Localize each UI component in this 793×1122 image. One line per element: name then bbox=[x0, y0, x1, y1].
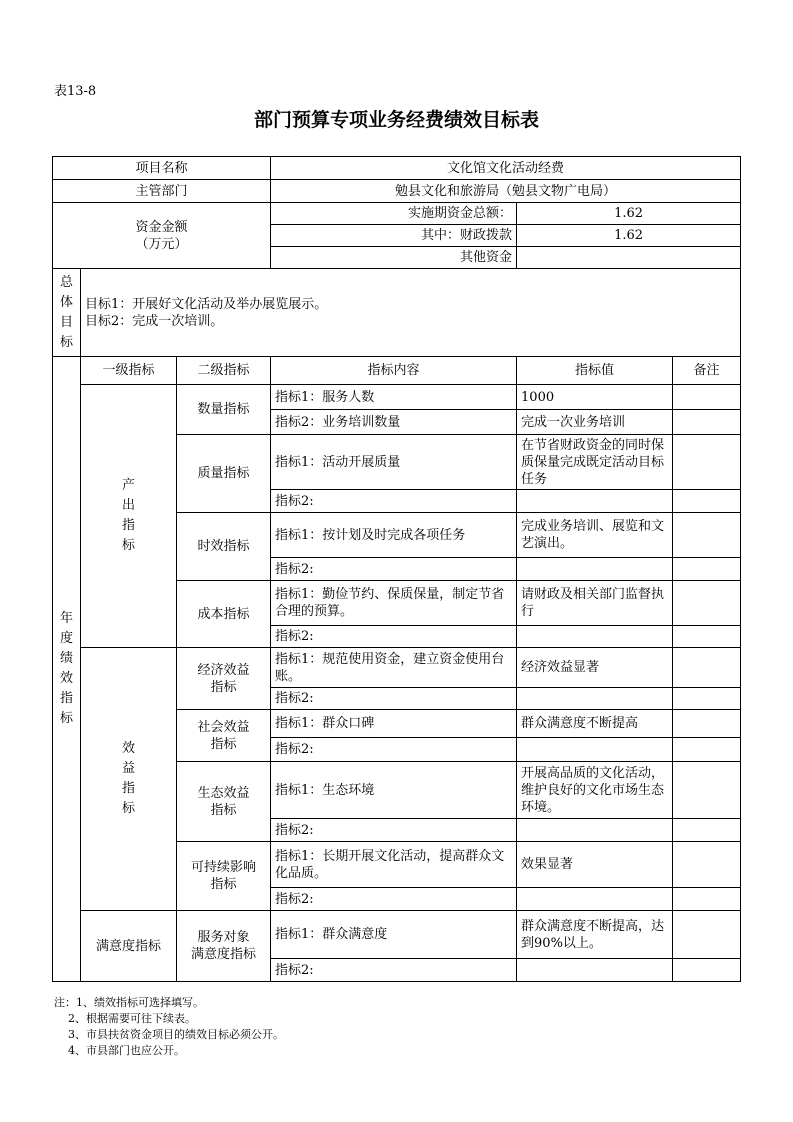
header-content: 指标内容 bbox=[271, 357, 517, 385]
indicator-remark bbox=[673, 648, 741, 688]
indicator-value: 完成业务培训、展览和文艺演出。 bbox=[517, 513, 673, 558]
department-row bbox=[53, 180, 741, 203]
indicator-remark bbox=[673, 819, 741, 842]
footnote: 3、市县扶贫资金项目的绩效目标必须公开。 bbox=[54, 1028, 284, 1041]
indicator-value bbox=[517, 959, 673, 982]
indicator-remark bbox=[673, 842, 741, 888]
project-name-value: 文化馆文化活动经费 bbox=[271, 157, 741, 180]
output-indicator-label: 产 出 指 标 bbox=[81, 385, 177, 648]
benefit-indicator-label: 效 益 指 标 bbox=[81, 648, 177, 911]
indicator-remark bbox=[673, 490, 741, 513]
indicator-value bbox=[517, 626, 673, 648]
funds-fiscal-label: 其中：财政拨款 bbox=[271, 225, 517, 247]
header-level1: 一级指标 bbox=[81, 357, 177, 385]
indicator-remark bbox=[673, 959, 741, 982]
indicator-remark bbox=[673, 911, 741, 959]
indicator-value: 效果显著 bbox=[517, 842, 673, 888]
indicator-value: 经济效益显著 bbox=[517, 648, 673, 688]
indicator-content: 指标2: bbox=[271, 819, 517, 842]
header-level2: 二级指标 bbox=[177, 357, 271, 385]
indicator-content: 指标1：群众满意度 bbox=[271, 911, 517, 959]
indicator-remark bbox=[673, 558, 741, 581]
ecological-indicator: 生态效益 指标 bbox=[177, 762, 271, 842]
indicator-content: 指标1：长期开展文化活动，提高群众文化品质。 bbox=[271, 842, 517, 888]
indicator-content: 指标1：群众口碑 bbox=[271, 710, 517, 738]
overall-goal-label: 总 体 目 标 bbox=[53, 269, 81, 357]
economic-indicator: 经济效益 指标 bbox=[177, 648, 271, 710]
indicator-remark bbox=[673, 738, 741, 762]
indicator-value bbox=[517, 490, 673, 513]
funds-label bbox=[53, 203, 271, 269]
funds-row bbox=[53, 203, 741, 225]
indicator-remark bbox=[673, 581, 741, 626]
funds-label-line1: 资金金额 bbox=[135, 219, 188, 235]
indicator-content: 指标1：勤俭节约、保质保量，制定节省合理的预算。 bbox=[271, 581, 517, 626]
goal-line: 目标1：开展好文化活动及举办展览展示。 bbox=[85, 296, 328, 312]
indicator-remark bbox=[673, 513, 741, 558]
annual-indicator-label: 年 度 绩 效 指 标 bbox=[53, 357, 81, 982]
indicator-header-row bbox=[53, 357, 741, 385]
indicator-content: 指标2：业务培训数量 bbox=[271, 410, 517, 435]
indicator-remark bbox=[673, 710, 741, 738]
goal-line: 目标2：完成一次培训。 bbox=[85, 313, 224, 329]
indicator-content: 指标1：生态环境 bbox=[271, 762, 517, 819]
table-number: 表13-8 bbox=[54, 84, 97, 99]
indicator-value: 开展高品质的文化活动，维护良好的文化市场生态环境。 bbox=[517, 762, 673, 819]
footnote: 2、根据需要可往下续表。 bbox=[54, 1012, 196, 1025]
sustainable-indicator: 可持续影响 指标 bbox=[177, 842, 271, 911]
service-satisfaction-indicator: 服务对象 满意度指标 bbox=[177, 911, 271, 982]
overall-goal-row bbox=[53, 269, 741, 357]
timeliness-indicator: 时效指标 bbox=[177, 513, 271, 581]
indicator-remark bbox=[673, 385, 741, 410]
indicator-value: 完成一次业务培训 bbox=[517, 410, 673, 435]
indicator-content: 指标2: bbox=[271, 490, 517, 513]
indicator-value bbox=[517, 738, 673, 762]
project-row bbox=[53, 157, 741, 180]
indicator-value: 群众满意度不断提高，达到90%以上。 bbox=[517, 911, 673, 959]
footnote: 注：1、绩效指标可选择填写。 bbox=[54, 996, 204, 1009]
funds-fiscal-value: 1.62 bbox=[517, 225, 741, 247]
satisfaction-indicator-label: 满意度指标 bbox=[81, 911, 177, 982]
performance-table bbox=[52, 156, 741, 982]
indicator-content: 指标2: bbox=[271, 959, 517, 982]
funds-total-value: 1.62 bbox=[517, 203, 741, 225]
funds-label-line2: （万元） bbox=[135, 236, 188, 252]
indicator-content: 指标2: bbox=[271, 626, 517, 648]
indicator-content: 指标1：规范使用资金，建立资金使用台账。 bbox=[271, 648, 517, 688]
department-label: 主管部门 bbox=[53, 180, 271, 203]
indicator-remark bbox=[673, 626, 741, 648]
indicator-value: 请财政及相关部门监督执行 bbox=[517, 581, 673, 626]
indicator-content: 指标2: bbox=[271, 738, 517, 762]
indicator-value: 在节省财政资金的同时保质保量完成既定活动目标任务 bbox=[517, 435, 673, 490]
indicator-value bbox=[517, 888, 673, 911]
department-value: 勉县文化和旅游局（勉县文物广电局） bbox=[271, 180, 741, 203]
indicator-remark bbox=[673, 410, 741, 435]
indicator-content: 指标2: bbox=[271, 688, 517, 710]
indicator-value: 1000 bbox=[517, 385, 673, 410]
indicator-remark bbox=[673, 762, 741, 819]
indicator-content: 指标2: bbox=[271, 888, 517, 911]
social-indicator: 社会效益 指标 bbox=[177, 710, 271, 762]
indicator-content: 指标1：活动开展质量 bbox=[271, 435, 517, 490]
table-row bbox=[53, 648, 741, 688]
quality-indicator: 质量指标 bbox=[177, 435, 271, 513]
footnote: 4、市县部门也应公开。 bbox=[54, 1044, 185, 1057]
indicator-remark bbox=[673, 435, 741, 490]
footnotes bbox=[54, 995, 284, 1059]
indicator-remark bbox=[673, 888, 741, 911]
quantity-indicator: 数量指标 bbox=[177, 385, 271, 435]
header-remark: 备注 bbox=[673, 357, 741, 385]
overall-goal-content bbox=[81, 269, 741, 357]
indicator-value bbox=[517, 688, 673, 710]
header-value: 指标值 bbox=[517, 357, 673, 385]
funds-other-label: 其他资金 bbox=[271, 247, 517, 269]
indicator-remark bbox=[673, 688, 741, 710]
cost-indicator: 成本指标 bbox=[177, 581, 271, 648]
indicator-content: 指标1：按计划及时完成各项任务 bbox=[271, 513, 517, 558]
page-title: 部门预算专项业务经费绩效目标表 bbox=[253, 109, 539, 131]
funds-total-label: 实施期资金总额： bbox=[271, 203, 517, 225]
indicator-content: 指标2: bbox=[271, 558, 517, 581]
project-name-label: 项目名称 bbox=[53, 157, 271, 180]
table-row bbox=[53, 385, 741, 410]
indicator-value bbox=[517, 558, 673, 581]
indicator-content: 指标1：服务人数 bbox=[271, 385, 517, 410]
funds-other-value bbox=[517, 247, 741, 269]
indicator-value bbox=[517, 819, 673, 842]
indicator-value: 群众满意度不断提高 bbox=[517, 710, 673, 738]
table-row bbox=[53, 911, 741, 959]
